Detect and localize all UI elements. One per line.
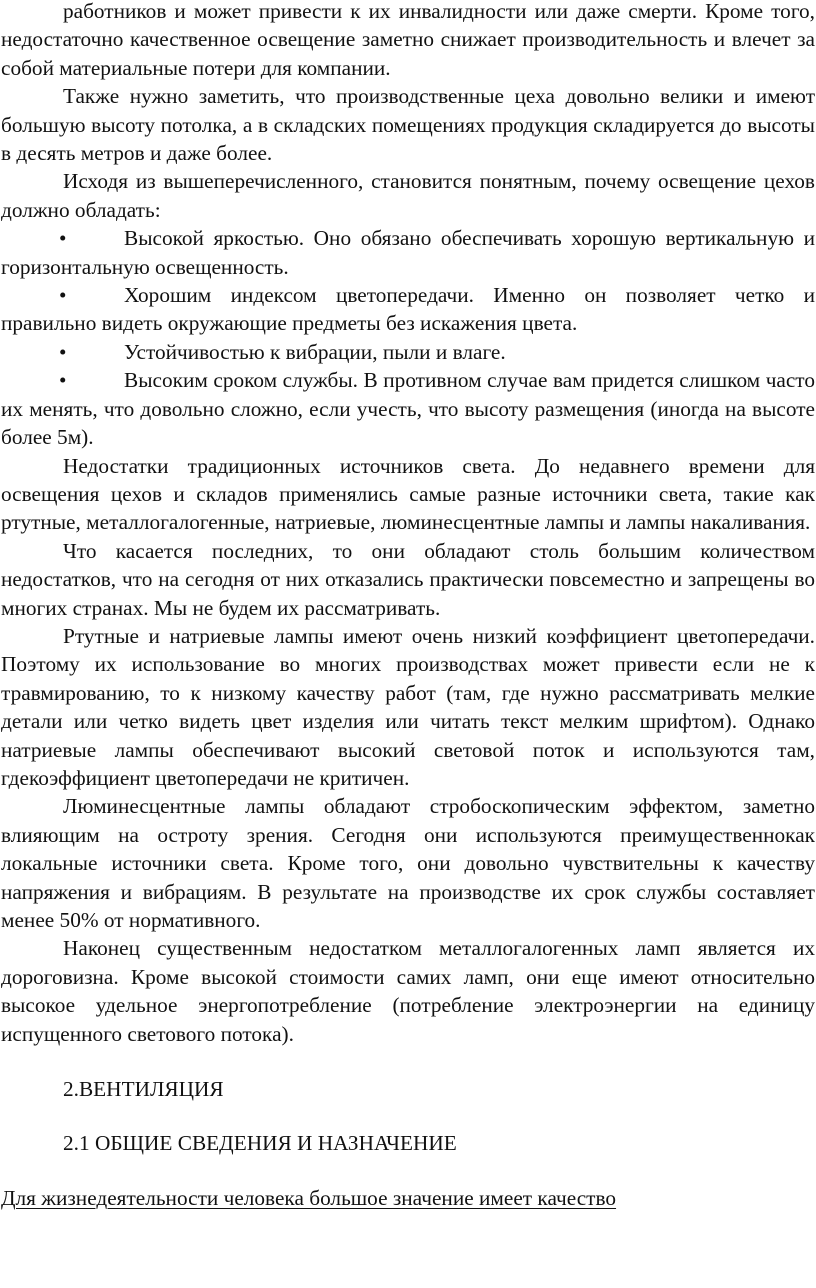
list-item: [1, 224, 815, 281]
bullet-marker: •: [59, 283, 67, 308]
paragraph-1: работников и может привести к их инвалидности или даже смерти. Кроме того, недостаточно качественное освещение заметно снижает производительность и влечет за собой материальные потери для компании.: [1, 0, 815, 80]
paragraph-3: Исходя из вышеперечисленного, становится понятным, почему освещение цехов должно обладать:: [1, 169, 815, 222]
tail-paragraph: Для жизнедеятельности человека большое значение имеет качество: [1, 1185, 617, 1210]
list-item-text: Хорошим индексом цветопередачи. Именно он позволяет четко и правильно видеть окружающие предметы без искажения цвета.: [1, 283, 815, 336]
paragraph-2: Также нужно заметить, что производственные цеха довольно велики и имеют большую высоту потолка, а в складских помещениях продукция складируется до высоты в десять метров и даже более.: [1, 84, 815, 166]
subsection-heading: 2.1 ОБЩИЕ СВЕДЕНИЯ И НАЗНАЧЕНИЕ: [63, 1131, 457, 1156]
paragraph-4: Недостатки традиционных источников света. До недавнего времени для освещения цехов и складов применялись самые разные источники света, такие как ртутные, металлогалогенные, натриевые, люминесцентные лампы и лампы накаливания.: [1, 453, 815, 535]
list-item: [1, 281, 815, 338]
list-item: [1, 338, 815, 366]
paragraph-5: Что касается последних, то они обладают столь большим количеством недостатков, что на сегодня от них отказались практически повсеместно и запрещены во многих странах. Мы не будем их рассматривать.: [1, 538, 815, 620]
paragraph-7: Люминесцентные лампы обладают стробоскопическим эффектом, заметно влияющим на остроту зрения. Сегодня они используются преимущественнокак локальные источники света. Кроме того, они довольно чувствительны к качеству напряжения и вибрациям. В результате на производстве их срок службы составляет менее 50% от нормативного.: [1, 794, 815, 932]
list-item: [1, 366, 815, 451]
paragraph-6: Ртутные и натриевые лампы имеют очень низкий коэффициент цветопередачи. Поэтому их использование во многих производствах может привести если не к травмированию, то к низкому качеству работ (там, где нужно рассматривать мелкие детали или четко видеть цвет изделия или читать текст мелким шрифтом). Однако натриевые лампы обеспечивают высокий световой поток и используются там, гдекоэффициент цветопередачи не критичен.: [1, 623, 815, 790]
list-item-text: Устойчивостью к вибрации, пыли и влаге.: [124, 339, 506, 364]
bullet-marker: •: [59, 226, 67, 251]
list-item-text: Высоким сроком службы. В противном случае вам придется слишком часто их менять, что довольно сложно, если учесть, что высоту размещения (иногда на высоте более 5м).: [1, 368, 815, 450]
section-heading: 2.ВЕНТИЛЯЦИЯ: [63, 1077, 224, 1102]
bullet-marker: •: [59, 368, 67, 393]
bullet-marker: •: [59, 339, 67, 364]
list-item-text: Высокой яркостью. Оно обязано обеспечивать хорошую вертикальную и горизонтальную освещенность.: [1, 226, 815, 279]
paragraph-8: Наконец существенным недостатком металлогалогенных ламп является их дороговизна. Кроме высокой стоимости самих ламп, они еще имеют относительно высокое удельное энергопотребление (потребление электроэнергии на единицу испущенного светового потока).: [1, 936, 815, 1046]
